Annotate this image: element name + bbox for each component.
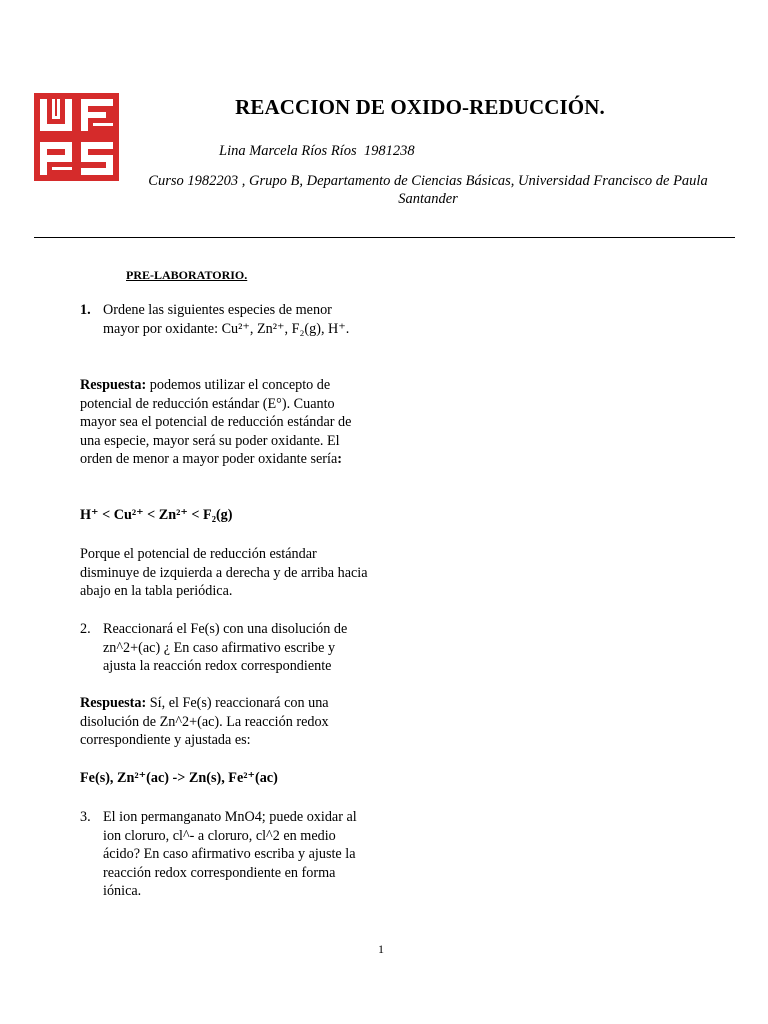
- question-1-text: Ordene las siguientes especies de menor mayor por oxidante: Cu²⁺, Zn²⁺, F₂(g), H⁺.: [103, 302, 350, 337]
- course-line: Curso 1982203 , Grupo B, Departamento de Ciencias Básicas, Universidad Francisco de Paula Santander: [148, 173, 708, 207]
- author-line: Lina Marcela Ríos Ríos 1981238: [219, 143, 415, 159]
- answer-2-text: Sí, el Fe(s) reaccionará con una disolución de Zn^2+(ac). La reacción redox correspondiente y ajustada es:: [80, 695, 329, 748]
- question-2: [80, 620, 370, 676]
- answer-1: [80, 376, 370, 469]
- ufps-logo-graphic: [34, 93, 119, 181]
- header-divider: [34, 237, 735, 238]
- question-3-text: El ion permanganato MnO4; puede oxidar al ion cloruro, cl^- a cloruro, cl^2 en medio ácido? En caso afirmativo escriba y ajuste la reacción redox correspondiente en forma iónica.: [103, 809, 357, 899]
- document-title: REACCION DE OXIDO-REDUCCIÓN.: [235, 95, 605, 119]
- question-3: [80, 808, 370, 901]
- redox-reaction: Fe(s), Zn²⁺(ac) -> Zn(s), Fe²⁺(ac): [80, 770, 278, 786]
- answer-2: [80, 694, 370, 750]
- answer-1-text: podemos utilizar el concepto de potencial de reducción estándar (E°). Cuanto mayor sea el potencial de reducción estándar de una especie, mayor será su poder oxidante. El orden de menor a mayor poder oxidante sería: [80, 377, 352, 467]
- question-1-number: 1.: [80, 302, 91, 318]
- ufps-logo: [34, 93, 119, 181]
- question-2-number: 2.: [80, 621, 91, 637]
- question-3-number: 3.: [80, 809, 91, 825]
- oxidant-order: H⁺ < Cu²⁺ < Zn²⁺ < F₂(g): [80, 507, 233, 523]
- order-explanation: Porque el potencial de reducción estándar disminuye de izquierda a derecha y de arriba hacia abajo en la tabla periódica.: [80, 546, 368, 599]
- section-title: PRE-LABORATORIO.: [126, 268, 248, 282]
- answer-2-label: Respuesta:: [80, 695, 147, 711]
- answer-1-colon: :: [337, 451, 342, 467]
- page-number: 1: [378, 942, 384, 956]
- question-1: [80, 301, 370, 338]
- question-2-text: Reaccionará el Fe(s) con una disolución de zn^2+(ac) ¿ En caso afirmativo escribe y ajusta la reacción redox correspondiente: [103, 621, 348, 674]
- answer-1-label: Respuesta:: [80, 377, 147, 393]
